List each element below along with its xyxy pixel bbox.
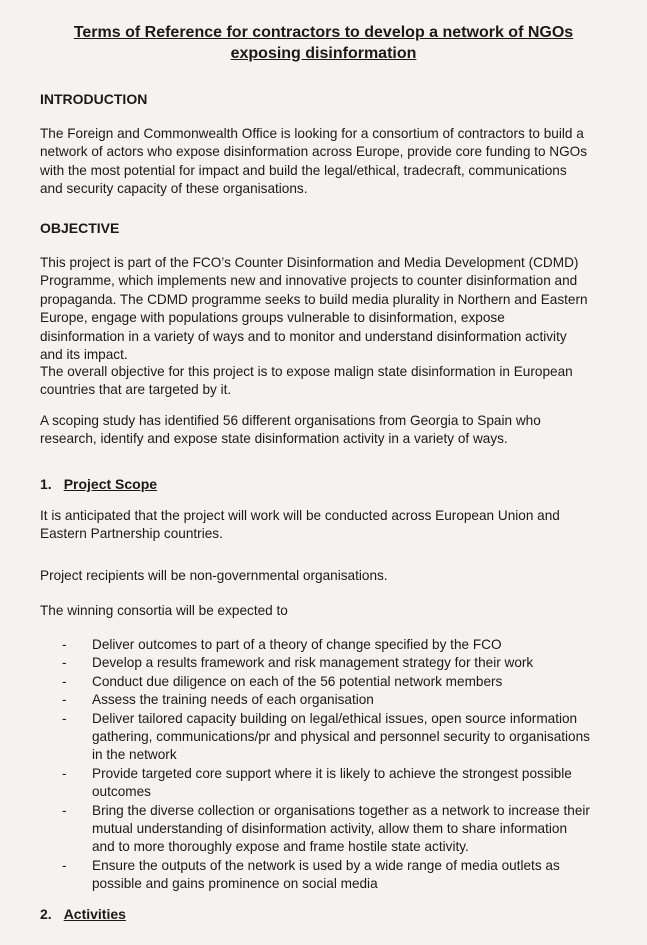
text-line: and its impact. — [40, 346, 128, 362]
list-item — [40, 710, 640, 765]
objective-paragraph-1 — [40, 254, 640, 364]
text-line: Bring the diverse collection or organisations together as a network to increase their — [92, 802, 590, 818]
section-1-heading — [40, 476, 640, 492]
text-line: network of actors who expose disinformation across Europe, provide core funding to NGOs — [40, 144, 588, 160]
text-line: It is anticipated that the project will work will be conducted across European Union and — [40, 508, 560, 523]
text-line: research, identify and expose state disinformation activity in a variety of ways. — [40, 431, 508, 447]
text-line: A scoping study has identified 56 different organisations from Georgia to Spain who — [40, 413, 541, 428]
text-line: This project is part of the FCO’s Counter Disinformation and Media Development (CDMD) — [40, 255, 579, 270]
text-line: possible and gains prominence on social media — [92, 876, 378, 892]
objective-paragraph-2 — [40, 363, 640, 400]
document-title-line-1: Terms of Reference for contractors to develop a network of NGOs — [73, 24, 574, 41]
text-line: The overall objective for this project is to expose malign state disinformation in European — [40, 364, 573, 379]
list-item — [40, 765, 640, 802]
text-line: The Foreign and Commonwealth Office is looking for a consortium of contractors to build a — [40, 126, 584, 141]
list-item — [40, 636, 640, 654]
list-item — [40, 673, 640, 691]
objective-paragraph-3 — [40, 412, 640, 449]
bullet-dash: - — [62, 673, 67, 689]
text-line: Deliver tailored capacity building on legal/ethical issues, open source information — [92, 710, 578, 726]
text-line: Provide targeted core support where it is likely to achieve the strongest possible — [92, 765, 572, 781]
text-line: in the network — [92, 747, 177, 763]
text-line: mutual understanding of disinformation activity, allow them to share information — [92, 820, 568, 836]
bullet-dash: - — [62, 710, 67, 726]
bullet-dash: - — [62, 857, 67, 873]
text-line: Programme, which implements new and innovative projects to counter disinformation and — [40, 273, 578, 289]
text-line: and to more thoroughly expose and frame hostile state activity. — [92, 839, 469, 855]
section-title: Activities — [63, 906, 126, 922]
text-line: countries that are targeted by it. — [40, 382, 232, 398]
list-item — [40, 802, 640, 857]
bullet-dash: - — [62, 637, 67, 652]
text-line: Ensure the outputs of the network is used by a wide range of media outlets as — [92, 857, 560, 873]
objective-heading: OBJECTIVE — [40, 220, 120, 236]
text-line: The winning consortia will be expected to — [40, 603, 288, 618]
bullet-dash: - — [62, 765, 67, 781]
scope-paragraph-1 — [40, 507, 640, 544]
text-line: disinformation in a variety of ways and to monitor and understand disinformation activity — [40, 328, 567, 344]
bullet-dash: - — [62, 692, 67, 708]
text-line: Deliver outcomes to part of a theory of change specified by the FCO — [92, 637, 502, 652]
document-title-line-2: exposing disinformation — [230, 45, 417, 62]
text-line: Assess the training needs of each organisation — [92, 692, 374, 708]
text-line: outcomes — [92, 784, 151, 800]
text-line: Conduct due diligence on each of the 56 potential network members — [92, 673, 503, 689]
text-line: Develop a results framework and risk management strategy for their work — [92, 655, 534, 671]
list-item — [40, 691, 640, 709]
section-2-heading — [40, 906, 640, 922]
text-line: propaganda. The CDMD programme seeks to build media plurality in Northern and Eastern — [40, 291, 588, 307]
text-line: Eastern Partnership countries. — [40, 526, 223, 542]
text-line: gathering, communications/pr and physical and personnel security to organisations — [92, 728, 590, 744]
bullet-dash: - — [62, 655, 67, 671]
text-line: and security capacity of these organisations. — [40, 181, 308, 197]
scope-paragraph-3 — [40, 602, 640, 620]
scope-paragraph-2 — [40, 567, 640, 585]
bullet-dash: - — [62, 802, 67, 818]
text-line: Europe, engage with populations groups vulnerable to disinformation, expose — [40, 310, 505, 326]
section-number: 1. — [40, 476, 52, 492]
introduction-paragraph — [40, 125, 640, 199]
section-title: Project Scope — [63, 476, 158, 492]
text-line: Project recipients will be non-governmental organisations. — [40, 568, 388, 583]
introduction-heading: INTRODUCTION — [40, 91, 148, 107]
expectations-bullet-list — [40, 636, 640, 893]
text-line: with the most potential for impact and build the legal/ethical, tradecraft, communications — [40, 162, 567, 178]
section-number: 2. — [40, 906, 52, 922]
list-item — [40, 857, 640, 894]
list-item — [40, 654, 640, 672]
